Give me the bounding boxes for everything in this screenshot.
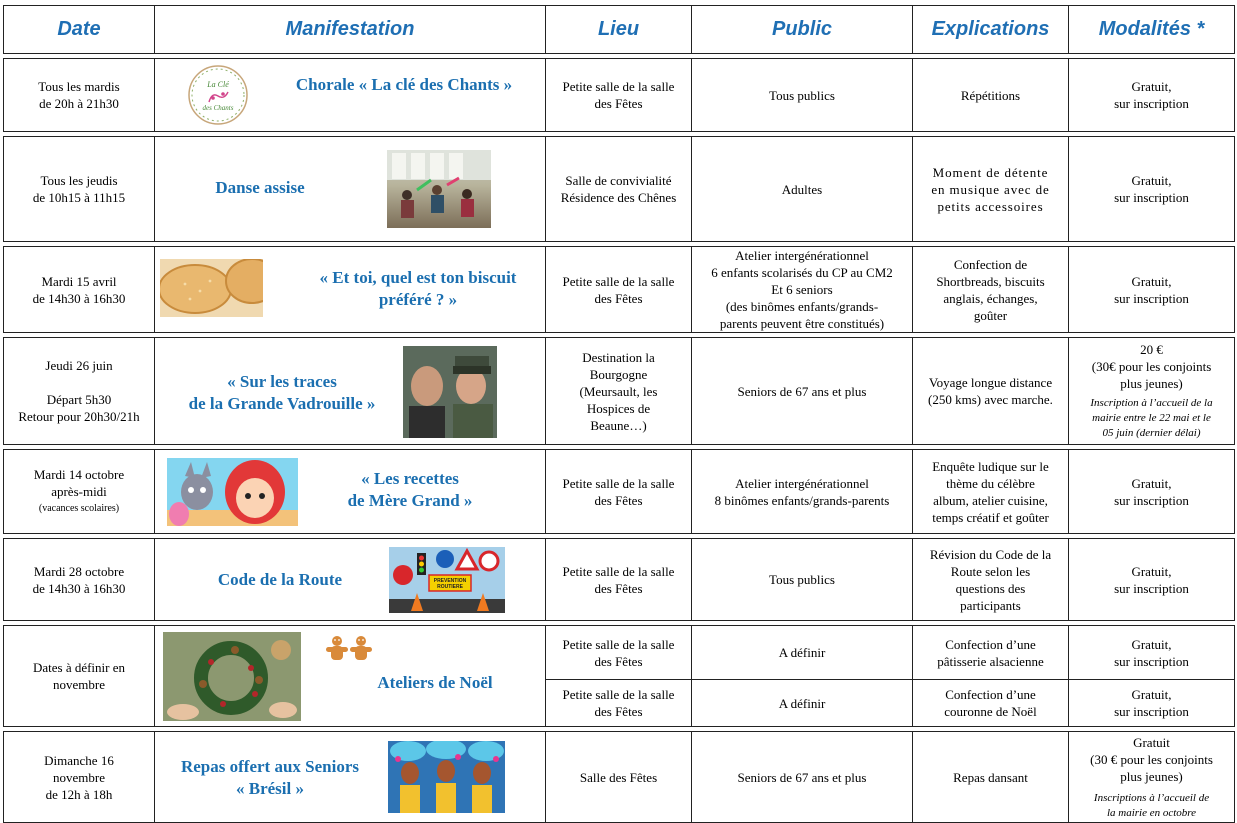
public-cell: A définir xyxy=(692,626,913,680)
explications-cell: Confection de Shortbreads, biscuits anglais, échanges, goûter xyxy=(913,247,1069,333)
date-cell: Tous les mardis de 20h à 21h30 xyxy=(4,59,155,132)
lieu-cell: Destination la Bourgogne (Meursault, les Hospices de Beaune…) xyxy=(546,338,692,445)
manifestation-cell xyxy=(155,450,546,534)
svg-text:PREVENTION: PREVENTION xyxy=(433,578,467,584)
modalites-cell: Gratuit, sur inscription xyxy=(1069,247,1235,333)
header-explications: Explications xyxy=(913,6,1069,54)
event-title: « Les recettes de Mère Grand » xyxy=(347,469,473,510)
date-cell: Mardi 28 octobre de 14h30 à 16h30 xyxy=(4,539,155,621)
table-row xyxy=(4,338,1235,445)
header-manifestation: Manifestation xyxy=(155,6,546,54)
public-cell: A définir xyxy=(692,680,913,727)
dance-photo xyxy=(387,150,491,228)
public-cell: Tous publics xyxy=(692,539,913,621)
lieu-cell: Petite salle de la salle des Fêtes xyxy=(546,247,692,333)
manifestation-cell xyxy=(155,539,546,621)
modalites-cell: Gratuit, sur inscription xyxy=(1069,137,1235,242)
svg-text:La Clé: La Clé xyxy=(207,80,229,89)
story-illustration xyxy=(167,458,298,526)
lieu-cell: Petite salle de la salle des Fêtes xyxy=(546,680,692,727)
event-title: « Et toi, quel est ton biscuit préféré ? » xyxy=(319,268,517,309)
public-cell: Tous publics xyxy=(692,59,913,132)
header-public: Public xyxy=(692,6,913,54)
header-modalites: Modalités * xyxy=(1069,6,1235,54)
manifestation-cell xyxy=(155,338,546,445)
date-cell: Dates à définir en novembre xyxy=(4,626,155,727)
table-row xyxy=(4,732,1235,823)
table-row xyxy=(4,137,1235,242)
event-title: Chorale « La clé des Chants » xyxy=(295,75,513,94)
modalites-cell: 20 € (30€ pour les conjoints plus jeunes) Inscription à l’accueil de la mairie entre le 22 mai et le 05 juin (dernier délai) xyxy=(1069,338,1235,445)
explications-cell: Enquête ludique sur le thème du célèbre album, atelier cuisine, temps créatif et goûter xyxy=(913,450,1069,534)
public-cell: Seniors de 67 ans et plus xyxy=(692,732,913,823)
modalites-cell: Gratuit, sur inscription xyxy=(1069,626,1235,680)
lieu-cell: Salle des Fêtes xyxy=(546,732,692,823)
lieu-cell: Petite salle de la salle des Fêtes xyxy=(546,450,692,534)
gingerbread-icon xyxy=(325,634,375,664)
date-cell: Jeudi 26 juin Départ 5h30 Retour pour 20h30/21h xyxy=(4,338,155,445)
film-photo xyxy=(403,346,497,438)
lieu-cell: Petite salle de la salle des Fêtes xyxy=(546,626,692,680)
explications-cell: Confection d’une couronne de Noël xyxy=(913,680,1069,727)
table-row xyxy=(4,59,1235,132)
christmas-wreath-photo xyxy=(163,632,301,721)
modalites-cell: Gratuit, sur inscription xyxy=(1069,680,1235,727)
table-row xyxy=(4,450,1235,534)
lieu-cell: Salle de convivialité Résidence des Chênes xyxy=(546,137,692,242)
header-lieu: Lieu xyxy=(546,6,692,54)
manifestation-cell xyxy=(155,59,546,132)
modalites-cell: Gratuit (30 € pour les conjoints plus jeunes) Inscriptions à l’accueil de la mairie en octobre xyxy=(1069,732,1235,823)
date-cell: Mardi 14 octobre après-midi (vacances scolaires) xyxy=(4,450,155,534)
svg-text:des Chants: des Chants xyxy=(202,104,234,112)
event-title: Danse assise xyxy=(215,178,305,197)
svg-text:ROUTIERE: ROUTIERE xyxy=(437,584,463,590)
public-cell: Seniors de 67 ans et plus xyxy=(692,338,913,445)
biscuit-photo xyxy=(160,259,263,317)
header-row xyxy=(4,6,1235,54)
public-cell: Atelier intergénérationnel 6 enfants scolarisés du CP au CM2 Et 6 seniors (des binômes enfants/grands- parents peuvent être constitués) xyxy=(692,247,913,333)
table-row xyxy=(4,247,1235,333)
road-signs-image xyxy=(389,547,505,613)
lieu-cell: Petite salle de la salle des Fêtes xyxy=(546,539,692,621)
chorale-logo xyxy=(187,64,249,126)
event-title: Code de la Route xyxy=(217,570,343,589)
lieu-cell: Petite salle de la salle des Fêtes xyxy=(546,59,692,132)
explications-cell: Confection d’une pâtisserie alsacienne xyxy=(913,626,1069,680)
explications-cell: Répétitions xyxy=(913,59,1069,132)
events-table xyxy=(3,5,1235,823)
manifestation-cell xyxy=(155,137,546,242)
public-cell: Atelier intergénérationnel 8 binômes enfants/grands-parents xyxy=(692,450,913,534)
explications-cell: Révision du Code de la Route selon les questions des participants xyxy=(913,539,1069,621)
event-title: Ateliers de Noël xyxy=(377,673,493,692)
manifestation-cell xyxy=(155,626,546,727)
event-title: Repas offert aux Seniors « Brésil » xyxy=(180,757,359,798)
date-cell: Dimanche 16 novembre de 12h à 18h xyxy=(4,732,155,823)
date-cell: Mardi 15 avril de 14h30 à 16h30 xyxy=(4,247,155,333)
public-cell: Adultes xyxy=(692,137,913,242)
manifestation-cell xyxy=(155,247,546,333)
modalites-cell: Gratuit, sur inscription xyxy=(1069,450,1235,534)
explications-cell: Moment de détente en musique avec de petits accessoires xyxy=(913,137,1069,242)
event-title: « Sur les traces de la Grande Vadrouille » xyxy=(188,372,376,413)
manifestation-cell xyxy=(155,732,546,823)
explications-cell: Voyage longue distance (250 kms) avec marche. xyxy=(913,338,1069,445)
explications-cell: Repas dansant xyxy=(913,732,1069,823)
carnival-photo xyxy=(388,741,505,813)
date-cell: Tous les jeudis de 10h15 à 11h15 xyxy=(4,137,155,242)
table-row xyxy=(4,539,1235,621)
header-date: Date xyxy=(4,6,155,54)
modalites-cell: Gratuit, sur inscription xyxy=(1069,539,1235,621)
modalites-cell: Gratuit, sur inscription xyxy=(1069,59,1235,132)
table-row xyxy=(4,626,1235,680)
